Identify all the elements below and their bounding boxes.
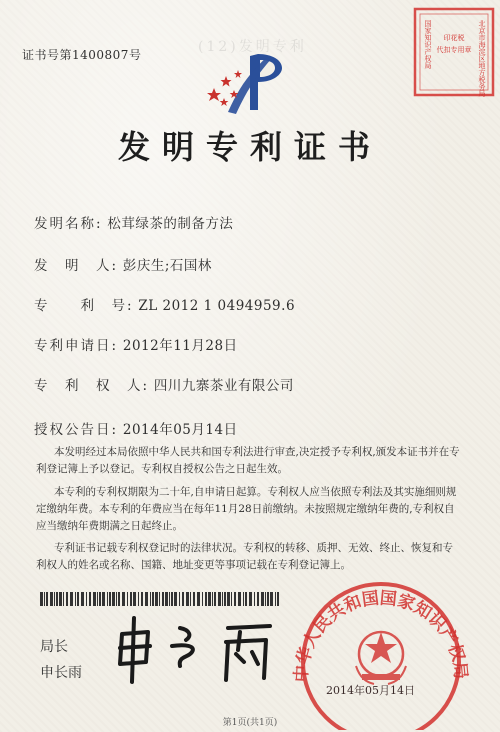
barcode-bar (116, 592, 117, 606)
field-value: 四川九寨茶业有限公司 (153, 378, 294, 394)
paragraph-grant: 本发明经过本局依照中华人民共和国专利法进行审查,决定授予专利权,颁发本证书并在专利登记簿上予以登记。专利权自授权公告之日起生效。 (36, 446, 460, 475)
barcode-bar (270, 592, 273, 606)
barcode-bar (50, 592, 53, 606)
barcode-bar (238, 592, 241, 606)
barcode-bar (234, 592, 236, 606)
barcode-bar (208, 592, 211, 606)
barcode-bar (212, 592, 213, 606)
barcode-bar (93, 592, 96, 606)
barcode-bar (66, 592, 68, 606)
barcode-bar (44, 592, 45, 606)
barcode-bar (107, 592, 108, 606)
certificate-number: 证书号第1400807号 (22, 48, 142, 62)
field-label: 专 利 号: (34, 298, 134, 314)
field-value: 2012年11月28日 (122, 338, 238, 354)
barcode-bar (112, 592, 115, 606)
barcode-bar (214, 592, 216, 606)
barcode-bar (54, 592, 55, 606)
field-patentee (34, 374, 294, 394)
barcode-bar (59, 592, 62, 606)
barcode-bar (159, 592, 160, 606)
field-inventor (34, 254, 212, 274)
barcode-bar (165, 592, 168, 606)
tax-stamp (412, 6, 496, 98)
barcode-bar (202, 592, 203, 606)
page-footer: 第1页(共1页) (222, 718, 278, 728)
tax-stamp-text: 北京市海淀区地方税务局 (478, 20, 486, 97)
barcode-bar (63, 592, 64, 606)
barcode-bar (222, 592, 223, 606)
barcode-bar (162, 592, 164, 606)
field-value: 彭庆生;石国林 (122, 258, 212, 274)
barcode-bar (186, 592, 189, 606)
barcode-bar (99, 592, 101, 606)
barcode-bar (75, 592, 76, 606)
paragraph-record: 专利证书记载专利权登记时的法律状况。专利权的转移、质押、无效、终止、恢复和专利权人的姓名或名称、国籍、地址变更等事项记载在专利登记簿上。 (36, 542, 453, 571)
chief-name: 申长雨 (40, 665, 82, 681)
barcode-bar (86, 592, 87, 606)
barcode-bar (243, 592, 244, 606)
barcode-bar (218, 592, 221, 606)
field-label: 发 明 人: (34, 258, 119, 274)
barcode-bar (118, 592, 120, 606)
ghost-header: (12)发明专利 (198, 39, 307, 55)
barcode-bar (127, 592, 128, 606)
barcode-bar (197, 592, 200, 606)
barcode-bar (56, 592, 58, 606)
tax-stamp-line-2: 代扣专用章 (436, 46, 472, 54)
field-label: 专利申请日: (34, 338, 119, 354)
barcode-bar (265, 592, 266, 606)
barcode-bar (254, 592, 255, 606)
barcode-bar (97, 592, 98, 606)
seal-arc-text: 中华人民共和国国家知识产权局 (291, 588, 471, 683)
barcode-bar (81, 592, 84, 606)
grant-date-stamp: 2014年05月14日 (326, 684, 415, 697)
barcode-bar (275, 592, 276, 606)
barcode-bar (174, 592, 177, 606)
barcode-bar (245, 592, 247, 606)
barcode-bar (277, 592, 279, 606)
barcode-bar (130, 592, 132, 606)
barcode-bar (179, 592, 180, 606)
field-label: 授权公告日: (34, 422, 119, 438)
field-value: 松茸绿茶的制备方法 (107, 216, 234, 232)
barcode-bar (145, 592, 148, 606)
barcode-bar (205, 592, 207, 606)
barcode-bar (122, 592, 125, 606)
barcode-bar (109, 592, 111, 606)
tax-stamp-line-1: 印花税 (443, 34, 465, 42)
official-seal (286, 570, 476, 730)
barcode-bar (182, 592, 184, 606)
field-label: 发明名称: (34, 216, 103, 232)
barcode-bar (224, 592, 226, 606)
field-application-date (34, 334, 238, 354)
field-label: 专 利 权 人: (34, 378, 150, 394)
barcode-bar (70, 592, 73, 606)
barcode-bar (40, 592, 43, 606)
barcode-bar (193, 592, 195, 606)
field-value: ZL 2012 1 0494959.6 (138, 298, 296, 314)
handwritten-signature (100, 610, 280, 690)
barcode-bar (150, 592, 151, 606)
barcode-bar (138, 592, 139, 606)
field-patent-number (34, 294, 295, 314)
barcode-bar (171, 592, 173, 606)
barcode-bar (190, 592, 191, 606)
barcode-bar (249, 592, 252, 606)
barcode-bar (261, 592, 264, 606)
barcode-bar (227, 592, 230, 606)
field-invention-name (34, 212, 233, 232)
barcode-bar (257, 592, 259, 606)
certificate-title: 发明专利证书 (117, 128, 382, 166)
chief-role: 局长 (40, 639, 68, 655)
sipo-logo-icon (198, 50, 298, 122)
barcode-bar (133, 592, 136, 606)
tax-stamp-line-3: 国家知识产权局 (424, 20, 432, 69)
barcode-bar (89, 592, 91, 606)
barcode-bar (102, 592, 105, 606)
field-grant-date (34, 418, 238, 438)
barcode-bar (231, 592, 232, 606)
field-value: 2014年05月14日 (122, 422, 238, 438)
barcode (40, 592, 280, 606)
barcode-bar (152, 592, 154, 606)
barcode-bar (77, 592, 79, 606)
barcode-bar (141, 592, 143, 606)
barcode-bar (46, 592, 48, 606)
barcode-bar (267, 592, 269, 606)
barcode-bar (169, 592, 170, 606)
paragraph-term: 本专利的专利权期限为二十年,自申请日起算。专利权人应当依照专利法及其实施细则规定缴纳年费。本专利的年费应当在每年11月28日前缴纳。未按照规定缴纳年费的,专利权自应当缴纳年费期满之日起终止。 (36, 486, 457, 532)
barcode-bar (155, 592, 158, 606)
